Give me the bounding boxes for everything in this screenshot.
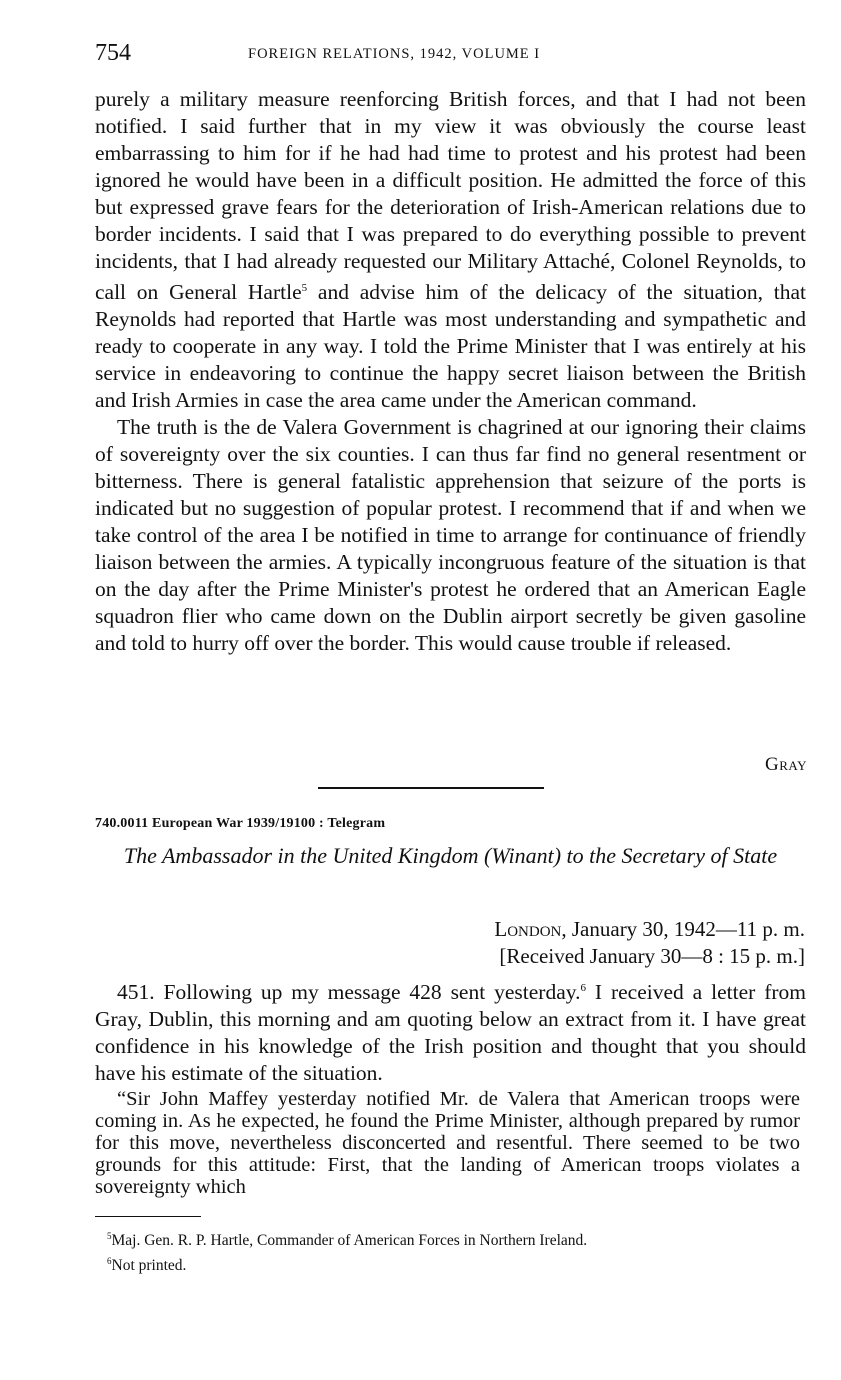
footnote-reference: 5 xyxy=(301,282,308,294)
footnote-marker: 6 xyxy=(107,1256,112,1266)
footnote-reference: 6 xyxy=(580,982,586,994)
footnote-rule xyxy=(95,1216,201,1217)
paragraph-text: purely a military measure reenforcing British forces, and that I had not been notified. I said further that in my view it was obviously the course least embarrassing to him for if he had had time to protest and his protest had been ignored he would have been in a difficult position. He admitted the force of this but expressed grave fears for the deterioration of Irish-American relations due to border incidents. I said that I was prepared to do everything possible to prevent incidents, that I had already requested our Military Attaché, Colonel Reynolds, to call on General Hartle xyxy=(95,87,806,304)
received-line: [Received January 30—8 : 15 p. m.] xyxy=(499,944,805,968)
footnote-text: Not printed. xyxy=(111,1257,187,1274)
file-reference: 740.0011 European War 1939/19100 : Telegram xyxy=(95,816,386,831)
section-divider xyxy=(318,787,544,789)
footnotes xyxy=(107,1226,807,1276)
paragraph-text: I received a letter from Gray, Dublin, this morning and am quoting below an extract from it. I have great confidence in his knowledge of the Irish position and thought that you should have his estimate of the situation. xyxy=(95,980,806,1085)
quoted-letter: “Sir John Maffey yesterday notified Mr. de Valera that American troops were coming in. As he expected, he found the Prime Minister, although prepared by rumor for this move, nevertheless disconcerted and resentful. There seemed to be two grounds for this attitude: First, that the landing of American troops violates a sovereignty which xyxy=(95,1088,800,1198)
dateline-place: London xyxy=(494,917,562,941)
running-title: FOREIGN RELATIONS, 1942, VOLUME I xyxy=(248,46,541,62)
paragraph-text: 451. Following up my message 428 sent yesterday. xyxy=(117,980,581,1004)
footnote xyxy=(107,1251,807,1276)
footnote-text: Maj. Gen. R. P. Hartle, Commander of American Forces in Northern Ireland. xyxy=(111,1232,588,1249)
footnote xyxy=(107,1226,807,1251)
running-head xyxy=(95,40,807,70)
footnote-marker: 5 xyxy=(107,1231,112,1241)
continuation-paragraph-1 xyxy=(95,86,806,414)
dateline-date: , January 30, 1942—11 p. m. xyxy=(561,917,805,941)
continuation-paragraph-2: The truth is the de Valera Government is chagrined at our ignoring their claims of sovereignty over the six counties. I can thus far find no general resentment or bitterness. There is general fatalistic apprehension that seizure of the ports is indicated but no suggestion of popular protest. I recommend that if and when we take control of the area I be notified in time to arrange for continuance of friendly liaison between the armies. A typically incongruous feature of the situation is that on the day after the Prime Minister's protest he ordered that an American Eagle squadron flier who came down on the Dublin airport secretly be given gasoline and told to hurry off over the border. This would cause trouble if released. xyxy=(95,415,806,655)
telegram-paragraph xyxy=(95,975,806,1087)
signature: Gray xyxy=(765,754,807,775)
continuation-text xyxy=(95,86,806,657)
dateline xyxy=(494,916,805,943)
telegram-body xyxy=(95,975,806,1087)
page-number: 754 xyxy=(95,40,131,66)
document-title: The Ambassador in the United Kingdom (Winant) to the Secretary of State xyxy=(123,843,778,868)
paragraph-text: and advise him of the delicacy of the situation, that Reynolds had reported that Hartle was most understanding and sympathetic and ready to cooperate in any way. I told the Prime Minister that I was entirely at his service in endeavoring to continue the happy secret liaison between the British and Irish Armies in case the area came under the American command. xyxy=(95,280,806,412)
